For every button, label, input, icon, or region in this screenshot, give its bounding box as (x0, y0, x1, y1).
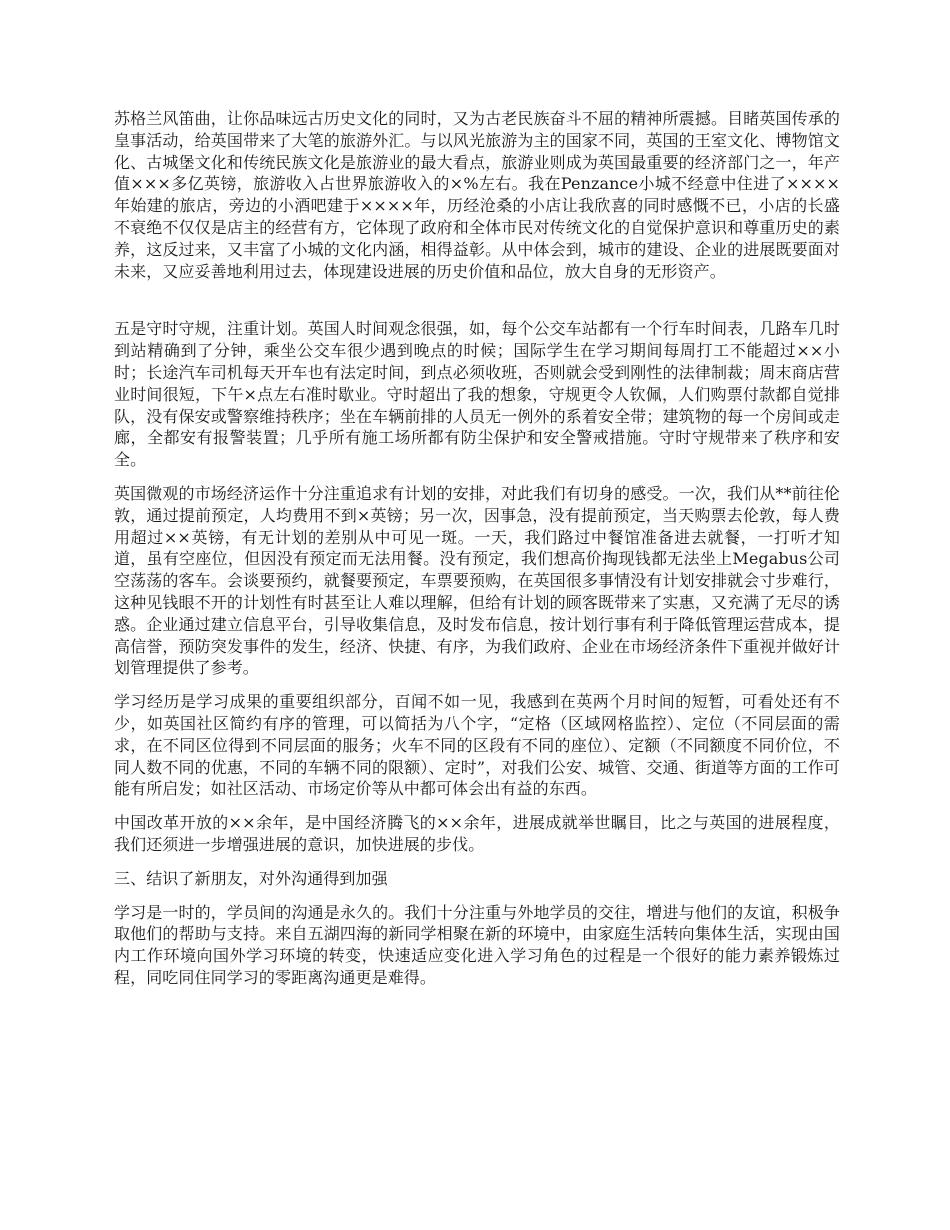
paragraph-communication: 学习是一时的，学员间的沟通是永久的。我们十分注重与外地学员的交往，增进与他们的友谊，积极争取他们的帮助与支持。来自五湖四海的新同学相聚在新的环境中，由家庭生活转向集体生活，实现由国内工作环境向国外学习环境的转变，快速适应变化进入学习角色的过程是一个很好的能力素养锻炼过程，同吃同住同学习的零距离沟通更是难得。 (114, 902, 840, 987)
paragraph-planning: 英国微观的市场经济运作十分注重追求有计划的安排，对此我们有切身的感受。一次，我们从**前往伦敦，通过提前预定，人均费用不到×英镑；另一次，因事急，没有提前预定，当天购票去伦敦，每人费用超过××英镑，有无计划的差别从中可见一斑。一天，我们路过中餐馆准备进去就餐，一打听才知道，虽有空座位，但因没有预定而无法用餐。没有预定，我们想高价掏现钱都无法坐上Megabus公司空荡荡的客车。会谈要预约，就餐要预定，车票要预购，在英国很多事情没有计划安排就会寸步难行，这种见钱眼不开的计划性有时甚至让人难以理解，但给有计划的顾客既带来了实惠，又充满了无尽的诱惑。企业通过建立信息平台，引导收集信息，及时发布信息，按计划行事有利于降低管理运营成本，提高信誉，预防突发事件的发生，经济、快捷、有序，为我们政府、企业在市场经济条件下重视并做好计划管理提供了参考。 (114, 483, 840, 678)
section-heading: 三、结识了新朋友，对外沟通得到加强 (114, 868, 388, 888)
paragraph-punctuality: 五是守时守规，注重计划。英国人时间观念很强，如，每个公交车站都有一个行车时间表，几路车几时到站精确到了分钟，乘坐公交车很少遇到晚点的时候；国际学生在学习期间每周打工不能超过××小时；长途汽车司机每天开车也有法定时间，到点必须收班，否则就会受到刚性的法律制裁；周末商店营业时间很短，下午×点左右准时歇业。守时超出了我的想象，守规更令人钦佩，人们购票付款都自觉排队，没有保安或警察维持秩序；坐在车辆前排的人员无一例外的系着安全带；建筑物的每一个房间或走廊，全都安有报警装置；几乎所有施工场所都有防尘保护和安全警戒措施。守时守规带来了秩序和安全。 (114, 319, 840, 470)
paragraph-reform: 中国改革开放的××余年，是中国经济腾飞的××余年，进展成就举世瞩目，比之与英国的进展程度，我们还须进一步增强进展的意识，加快进展的步伐。 (114, 813, 840, 854)
paragraph-tourism: 苏格兰风笛曲，让你品味远古历史文化的同时，又为古老民族奋斗不屈的精神所震撼。目睹英国传承的皇事活动，给英国带来了大笔的旅游外汇。与以风光旅游为主的国家不同，英国的王室文化、博物馆文化、古城堡文化和传统民族文化是旅游业的最大看点，旅游业则成为英国最重要的经济部门之一，年产值×××多亿英镑，旅游收入占世界旅游收入的×%左右。我在Penzance小城不经意中住进了××××年始建的旅店，旁边的小酒吧建于××××年，历经沧桑的小店让我欣喜的同时感慨不已，小店的长盛不衰绝不仅仅是店主的经营有方，它体现了政府和全体市民对传统文化的自觉保护意识和尊重历史的素养，这反过来，又丰富了小城的文化内涵，相得益彰。从中体会到，城市的建设、企业的进展既要面对未来，又应妥善地利用过去，体现建设进展的历史价值和品位，放大自身的无形资产。 (114, 109, 840, 281)
paragraph-learning-experience: 学习经历是学习成果的重要组织部分，百闻不如一见，我感到在英两个月时间的短暂，可看处还有不少，如英国社区简约有序的管理，可以简括为八个字，“定格（区域网格监控）、定位（不同层面的需求，在不同区位得到不同层面的服务；火车不同的区段有不同的座位）、定额（不同额度不同价位，不同人数不同的优惠，不同的车辆不同的限额）、定时”，对我们公安、城管、交通、街道等方面的工作可能有所启发；如社区活动、市场定价等从中都可体会出有益的东西。 (114, 692, 840, 799)
document-page (114, 108, 840, 1001)
